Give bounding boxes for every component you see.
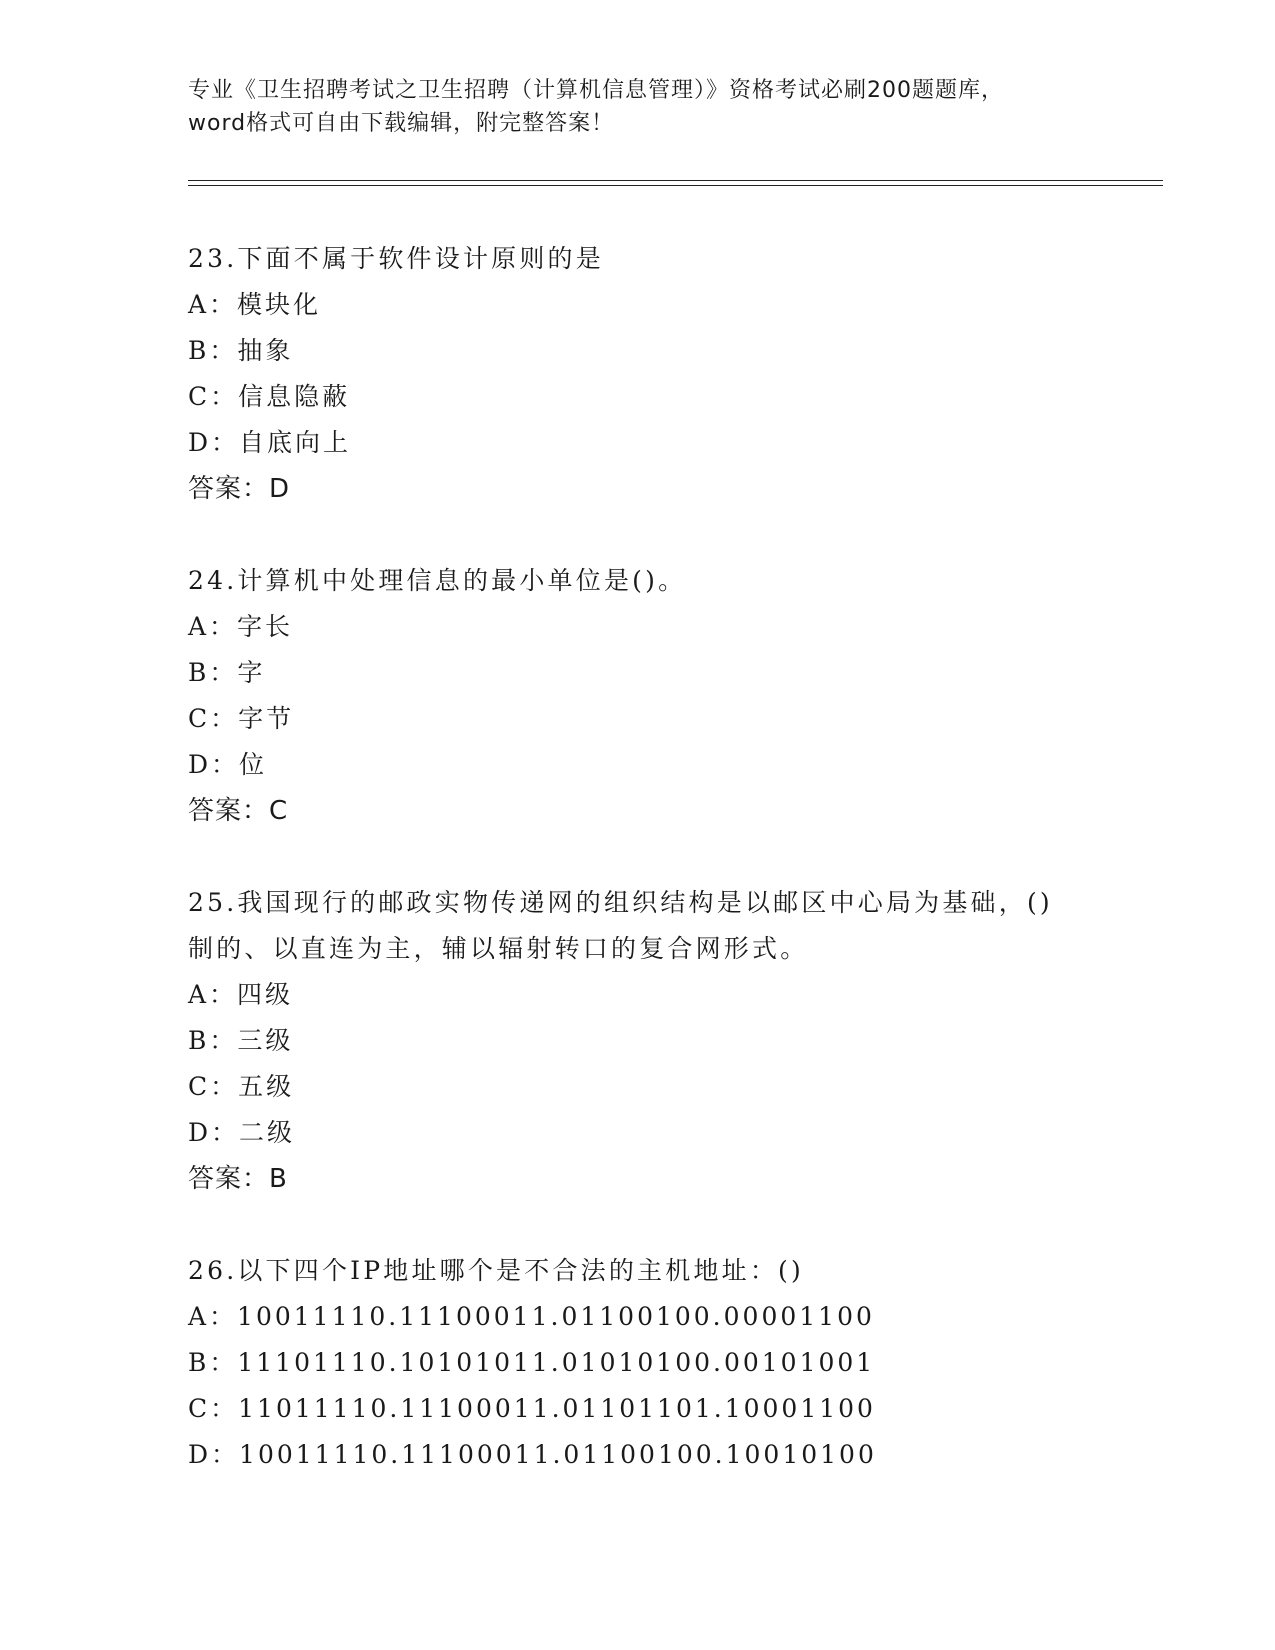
question-stem: 24.计算机中处理信息的最小单位是()。 — [188, 566, 687, 595]
option-c: C：五级 — [188, 1072, 295, 1101]
document-header — [188, 74, 1088, 140]
header-line-2: word格式可自由下载编辑，附完整答案！ — [188, 111, 615, 136]
option-c: C：字节 — [188, 704, 295, 733]
answer-line: 答案：C — [188, 796, 289, 826]
answer-line: 答案：B — [188, 1164, 288, 1194]
question-23 — [188, 236, 1148, 512]
question-24 — [188, 558, 1148, 834]
question-stem-continued: 制的、以直连为主，辅以辐射转口的复合网形式。 — [188, 934, 809, 963]
question-stem: 25.我国现行的邮政实物传递网的组织结构是以邮区中心局为基础，() — [188, 888, 1053, 917]
option-b: B：11101110.10101011.01010100.00101001 — [188, 1348, 876, 1377]
option-a: A：四级 — [188, 980, 294, 1009]
option-a: A：10011110.11100011.01100100.00001100 — [188, 1302, 875, 1331]
question-stem: 26.以下四个IP地址哪个是不合法的主机地址：() — [188, 1256, 804, 1285]
option-d: D：二级 — [188, 1118, 296, 1147]
option-c: C：信息隐蔽 — [188, 382, 351, 411]
option-d: D：自底向上 — [188, 428, 352, 457]
question-26 — [188, 1248, 1148, 1478]
header-divider-bottom — [188, 185, 1163, 186]
option-c: C：11011110.11100011.01101101.10001100 — [188, 1394, 876, 1423]
question-stem: 23.下面不属于软件设计原则的是 — [188, 244, 604, 273]
option-a: A：模块化 — [188, 290, 322, 319]
question-list — [188, 236, 1148, 1524]
option-b: B：字 — [188, 658, 266, 687]
option-d: D：位 — [188, 750, 268, 779]
answer-line: 答案：D — [188, 474, 291, 504]
option-d: D：10011110.11100011.01100100.10010100 — [188, 1440, 877, 1469]
option-a: A：字长 — [188, 612, 294, 641]
header-line-1: 专业《卫生招聘考试之卫生招聘（计算机信息管理）》资格考试必刷200题题库， — [188, 78, 1004, 103]
question-25 — [188, 880, 1148, 1202]
option-b: B：抽象 — [188, 336, 294, 365]
header-divider-top — [188, 180, 1163, 181]
option-b: B：三级 — [188, 1026, 294, 1055]
